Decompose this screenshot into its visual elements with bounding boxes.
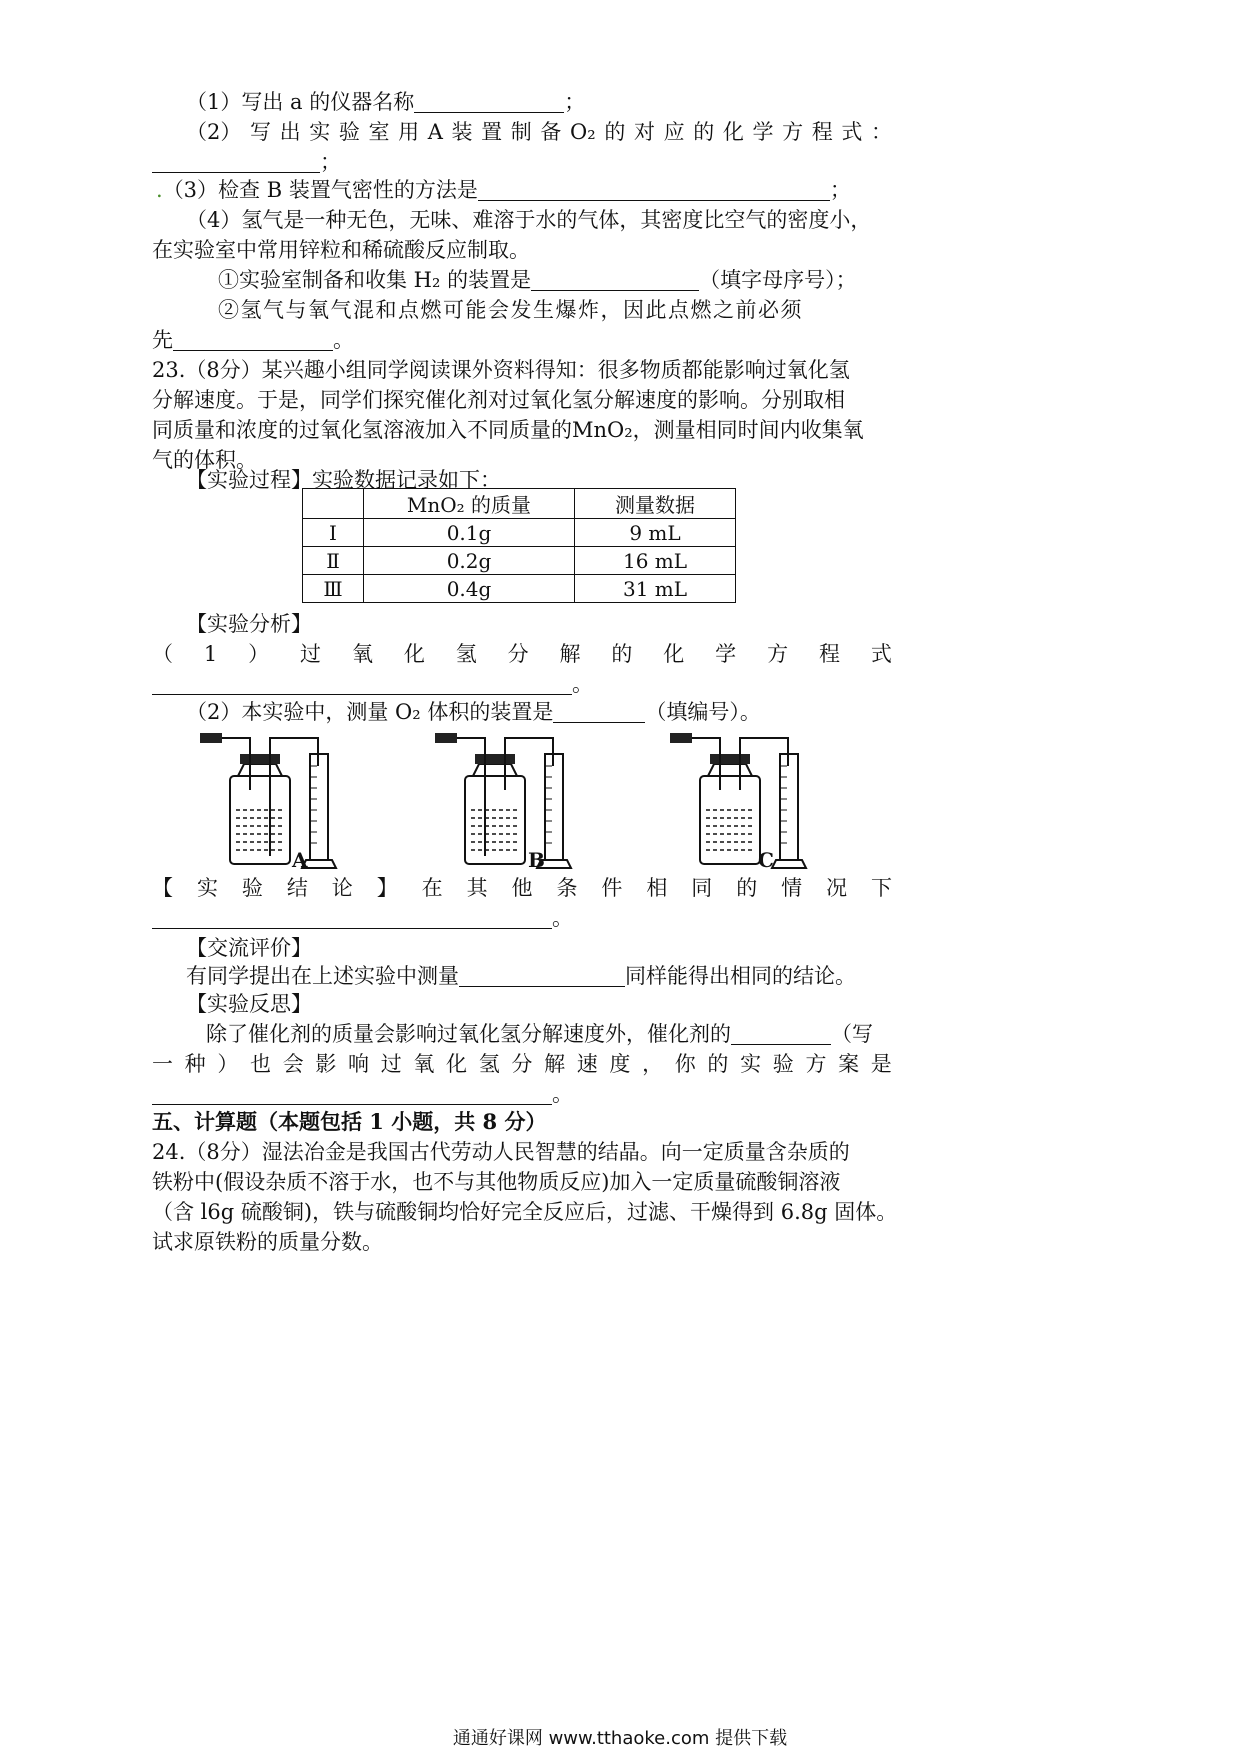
question-24-line-4: 试求原铁粉的质量分数。: [152, 1230, 383, 1254]
spaced-char: 方: [782, 120, 804, 144]
spaced-char: 案: [838, 1052, 860, 1076]
spaced-char: 化: [446, 1052, 468, 1076]
spaced-char: ：: [870, 120, 892, 144]
spaced-char: 程: [811, 120, 833, 144]
spaced-char: 他: [511, 876, 533, 900]
table-cell: 9 mL: [575, 519, 736, 547]
table-row: [303, 547, 736, 575]
measuring-cylinder: [545, 754, 563, 860]
spaced-char: 是: [870, 1052, 892, 1076]
spaced-char: 条: [556, 876, 578, 900]
question-24-line-1: 24.（8分）湿法冶金是我国古代劳动人民智慧的结晶。向一定质量含杂质的: [152, 1140, 850, 1164]
spaced-char: 备: [540, 120, 562, 144]
question-2: [186, 118, 892, 146]
spaced-char: （: [152, 642, 173, 666]
analysis-question-1-continuation: 。: [152, 670, 892, 698]
spaced-char: 程: [818, 642, 840, 666]
apparatus-b: [435, 733, 571, 868]
spaced-char: 分: [511, 1052, 533, 1076]
table-cell: Ⅲ: [303, 575, 364, 603]
spaced-char: 方: [805, 1052, 827, 1076]
exchange-label: 【交流评价】: [186, 936, 312, 960]
spaced-char: 的: [693, 120, 715, 144]
spaced-char: 速: [576, 1052, 598, 1076]
measuring-cylinder: [310, 754, 328, 860]
question-24-line-2: 铁粉中(假设杂质不溶于水，也不与其他物质反应)加入一定质量硫酸铜溶液: [152, 1170, 841, 1194]
spaced-char: 下: [871, 876, 892, 900]
table-header-cell: [303, 489, 364, 519]
spaced-char: 【: [152, 876, 173, 900]
spaced-char: 出: [279, 120, 301, 144]
question-23-line-2: 分解速度。于是，同学们探究催化剂对过氧化氢分解速度的影响。分别取相: [152, 388, 845, 412]
spaced-char: 式: [870, 642, 892, 666]
answer-blank: [459, 964, 625, 987]
rubber-stopper: [475, 754, 515, 764]
table-header-cell: MnO₂ 的质量: [364, 489, 575, 519]
spaced-char: 实: [740, 1052, 762, 1076]
spaced-char: 实: [196, 876, 218, 900]
apparatus-label-b: B: [528, 848, 545, 872]
spaced-char: 响: [348, 1052, 370, 1076]
reflection-line-1: 除了催化剂的质量会影响过氧化氢分解速度外，催化剂的 （写: [206, 1022, 873, 1046]
question-4-sub-1: ①实验室制备和收集 H₂ 的装置是 （填字母序号）；: [218, 268, 857, 292]
answer-blank: [152, 150, 320, 173]
tube-clamp: [670, 733, 692, 743]
spaced-char: 化: [663, 642, 685, 666]
spaced-char: 也: [250, 1052, 272, 1076]
spaced-char: 氧: [413, 1052, 435, 1076]
table-row: [303, 575, 736, 603]
answer-blank: [173, 328, 333, 351]
table-cell: 16 mL: [575, 547, 736, 575]
data-table: [302, 488, 736, 603]
bottle-neck: [708, 764, 752, 776]
page-footer: 通通好课网 www.tthaoke.com 提供下载: [452, 1728, 788, 1749]
answer-blank: [152, 1082, 552, 1105]
spaced-char: 验: [338, 120, 360, 144]
spaced-char: 影: [315, 1052, 337, 1076]
spaced-char: 的: [707, 1052, 729, 1076]
spaced-char: ，: [642, 1052, 664, 1076]
question-4-line-1: （4）氢气是一种无色，无味、难溶于水的气体，其密度比空气的密度小，: [186, 208, 872, 232]
spaced-char: 相: [646, 876, 668, 900]
spaced-char: 对: [633, 120, 655, 144]
spaced-char: 验: [772, 1052, 794, 1076]
analysis-question-1: [152, 640, 892, 668]
cylinder-base: [772, 860, 806, 868]
rubber-stopper: [240, 754, 280, 764]
spaced-char: 分: [507, 642, 529, 666]
bottle-body: [700, 776, 760, 864]
bottle-body: [230, 776, 290, 864]
spaced-char: 学: [752, 120, 774, 144]
apparatus-c: [670, 733, 806, 868]
question-23-line-1: 23.（8分）某兴趣小组同学阅读课外资料得知：很多物质都能影响过氧化氢: [152, 358, 850, 382]
question-4-line-2: 在实验室中常用锌粒和稀硫酸反应制取。: [152, 238, 530, 262]
spaced-char: 过: [380, 1052, 402, 1076]
spaced-char: 其: [466, 876, 488, 900]
apparatus-a: [200, 733, 336, 868]
spaced-char: 化: [722, 120, 744, 144]
spaced-char: 的: [604, 120, 626, 144]
table-cell: 31 mL: [575, 575, 736, 603]
spaced-char: 化: [403, 642, 425, 666]
spaced-char: 在: [421, 876, 443, 900]
spaced-char: 解: [559, 642, 581, 666]
answer-blank: [478, 178, 830, 201]
table-header-cell: 测量数据: [575, 489, 736, 519]
spaced-char: 件: [601, 876, 623, 900]
spaced-char: 室: [368, 120, 390, 144]
question-1: （1）写出 a 的仪器名称 ；: [186, 90, 586, 114]
spaced-char: A: [427, 120, 443, 144]
spaced-char: 式: [841, 120, 863, 144]
spaced-char: 论: [331, 876, 353, 900]
rubber-stopper: [710, 754, 750, 764]
spaced-char: 氢: [478, 1052, 500, 1076]
answer-blank: [414, 90, 564, 113]
reflection-line-2: [152, 1050, 892, 1078]
answer-blank: [731, 1022, 831, 1045]
spaced-char: 氢: [455, 642, 477, 666]
table-cell: 0.1g: [364, 519, 575, 547]
tube-clamp: [435, 733, 457, 743]
question-2-continuation: ；: [152, 148, 892, 176]
answer-blank: [531, 268, 699, 291]
spaced-char: 置: [481, 120, 503, 144]
table-cell: Ⅱ: [303, 547, 364, 575]
spaced-char: （2）: [186, 120, 242, 144]
spaced-char: 的: [736, 876, 758, 900]
answer-blank: [152, 906, 552, 929]
table-header-row: [303, 489, 736, 519]
bottle-neck: [238, 764, 282, 776]
spaced-char: 验: [241, 876, 263, 900]
question-23-line-4: 气的体积。: [152, 448, 257, 472]
spaced-char: 的: [611, 642, 633, 666]
conclusion-line: [152, 874, 892, 902]
table-cell: Ⅰ: [303, 519, 364, 547]
spaced-char: 应: [663, 120, 685, 144]
spaced-char: 方: [767, 642, 789, 666]
answer-blank: [152, 672, 572, 695]
section-5-title: 五、计算题（本题包括 1 小题，共 8 分）: [152, 1109, 547, 1134]
spaced-char: 学: [715, 642, 737, 666]
spaced-char: 种: [184, 1052, 206, 1076]
process-label: 【实验过程】实验数据记录如下：: [186, 468, 501, 492]
question-23-line-3: 同质量和浓度的过氧化氢溶液加入不同质量的MnO₂，测量相同时间内收集氧: [152, 418, 864, 442]
table-row: [303, 519, 736, 547]
exchange-text: 有同学提出在上述实验中测量 同样能得出相同的结论。: [186, 964, 856, 988]
bottle-neck: [473, 764, 517, 776]
apparatus-label-c: C: [758, 848, 774, 872]
spaced-char: 过: [300, 642, 322, 666]
question-3: .（3）检查 B 装置气密性的方法是 ；: [156, 178, 851, 202]
spaced-char: ）: [248, 642, 270, 666]
apparatus-label-a: A: [292, 848, 308, 872]
spaced-char: 解: [544, 1052, 566, 1076]
question-4-sub-2-continuation: 先 。: [152, 328, 354, 352]
conclusion-continuation: 。: [152, 904, 892, 932]
spaced-char: 会: [282, 1052, 304, 1076]
question-4-sub-2: ②氢气与氧气混和点燃可能会发生爆炸，因此点燃之前必须: [218, 298, 803, 322]
reflection-continuation: 。: [152, 1080, 892, 1108]
measuring-cylinder: [780, 754, 798, 860]
spaced-char: O₂: [570, 120, 596, 144]
spaced-char: 你: [674, 1052, 696, 1076]
tube-clamp: [200, 733, 222, 743]
spaced-char: 一: [152, 1052, 173, 1076]
table-cell: 0.4g: [364, 575, 575, 603]
spaced-char: 实: [309, 120, 331, 144]
question-24-line-3: （含 l6g 硫酸铜)，铁与硫酸铜均恰好完全反应后，过滤、干燥得到 6.8g 固体。: [152, 1200, 898, 1224]
spaced-char: 同: [691, 876, 713, 900]
spaced-char: 况: [826, 876, 848, 900]
spaced-char: 制: [510, 120, 532, 144]
spaced-char: 用: [398, 120, 420, 144]
spaced-char: 1: [203, 642, 218, 666]
table-cell: 0.2g: [364, 547, 575, 575]
spaced-char: 装: [451, 120, 473, 144]
answer-blank: [553, 700, 645, 723]
spaced-char: 】: [376, 876, 398, 900]
spaced-char: 写: [250, 120, 271, 144]
analysis-label: 【实验分析】: [186, 612, 312, 636]
spaced-char: 度: [609, 1052, 631, 1076]
spaced-char: 情: [781, 876, 803, 900]
analysis-question-2: （2）本实验中，测量 O₂ 体积的装置是 （填编号）。: [186, 700, 761, 724]
spaced-char: ）: [217, 1052, 239, 1076]
spaced-char: 氧: [351, 642, 373, 666]
bottle-body: [465, 776, 525, 864]
reflection-label: 【实验反思】: [186, 992, 312, 1016]
spaced-char: 结: [286, 876, 308, 900]
